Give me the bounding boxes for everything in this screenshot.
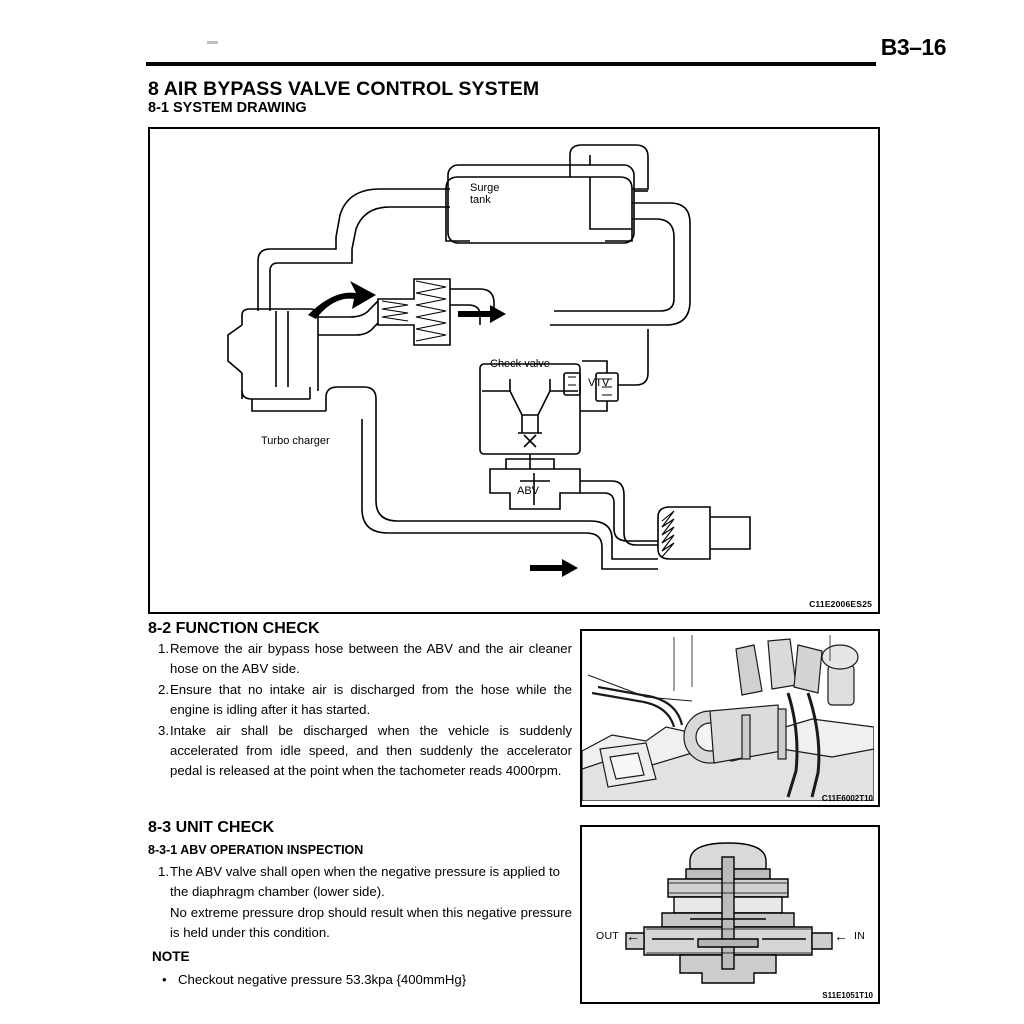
in-arrow-icon: ←	[834, 928, 849, 944]
crop-tick-mark	[207, 41, 218, 44]
bullet-icon: •	[162, 972, 167, 987]
list-item-text: Remove the air bypass hose between the ABV and the air cleaner hose on the ABV side.	[170, 641, 572, 676]
note-item	[152, 970, 572, 990]
page-number: B3–16	[880, 34, 946, 60]
list-item-text: Intake air shall be discharged when the vehicle is suddenly accelerated from idle speed, and then suddenly the accelerator pedal is released at the point when the tachometer reads 4000rpm.	[170, 723, 572, 778]
system-drawing-panel	[148, 127, 880, 614]
label-turbo-charger: Turbo charger	[261, 435, 330, 447]
svg-text:tank: tank	[470, 194, 491, 206]
label-in: IN	[854, 930, 866, 942]
label-abv: ABV	[517, 485, 540, 497]
section-8-3-1-heading: 8-3-1 ABV OPERATION INSPECTION	[148, 843, 364, 857]
list-item-text: The ABV valve shall open when the negative pressure is applied to the diaphragm chamber (lower side).	[170, 864, 561, 899]
section-8-3-heading: 8-3 UNIT CHECK	[148, 819, 275, 836]
engine-photo-panel	[580, 629, 880, 807]
list-item-text: No extreme pressure drop should result when this negative pressure is held under this condition.	[170, 905, 572, 940]
function-check-list	[152, 639, 572, 782]
list-item	[152, 862, 572, 902]
engine-photo-illustration	[582, 631, 874, 801]
abv-section-panel	[580, 825, 880, 1004]
label-check-valve: Check valve	[490, 358, 550, 370]
label-out: OUT	[596, 930, 620, 942]
abv-cross-section-svg	[582, 827, 874, 998]
list-item-number: 2.	[158, 682, 169, 697]
section-8-1-title: 8-1 SYSTEM DRAWING	[148, 100, 307, 116]
note-heading: NOTE	[152, 949, 190, 964]
section-8-2-heading: 8-2 FUNCTION CHECK	[148, 620, 320, 637]
unit-check-list	[152, 862, 572, 990]
svg-text:Surge: Surge	[470, 182, 500, 194]
header-rule	[146, 62, 876, 66]
list-item	[152, 680, 572, 720]
list-item-number: 1.	[158, 641, 169, 656]
photo-code: C11E6002T10	[821, 794, 873, 803]
list-item-text: Ensure that no intake air is discharged from the hose while the engine is idling after it has started.	[170, 682, 572, 717]
section-8-title: 8 AIR BYPASS VALVE CONTROL SYSTEM	[148, 78, 540, 100]
list-item	[152, 639, 572, 679]
list-item	[152, 903, 572, 943]
list-item-number: 3.	[158, 723, 169, 738]
diagram-code: C11E2006ES25	[809, 599, 872, 609]
out-arrow-icon: ←	[626, 928, 641, 944]
note-text: Checkout negative pressure 53.3kpa {400mmHg}	[178, 972, 467, 987]
list-item-number: 1.	[158, 864, 169, 879]
drawing-code: S11E1051T10	[822, 991, 873, 1000]
list-item-number	[152, 903, 170, 943]
list-item	[152, 721, 572, 781]
label-vtv: VTV	[588, 377, 610, 389]
